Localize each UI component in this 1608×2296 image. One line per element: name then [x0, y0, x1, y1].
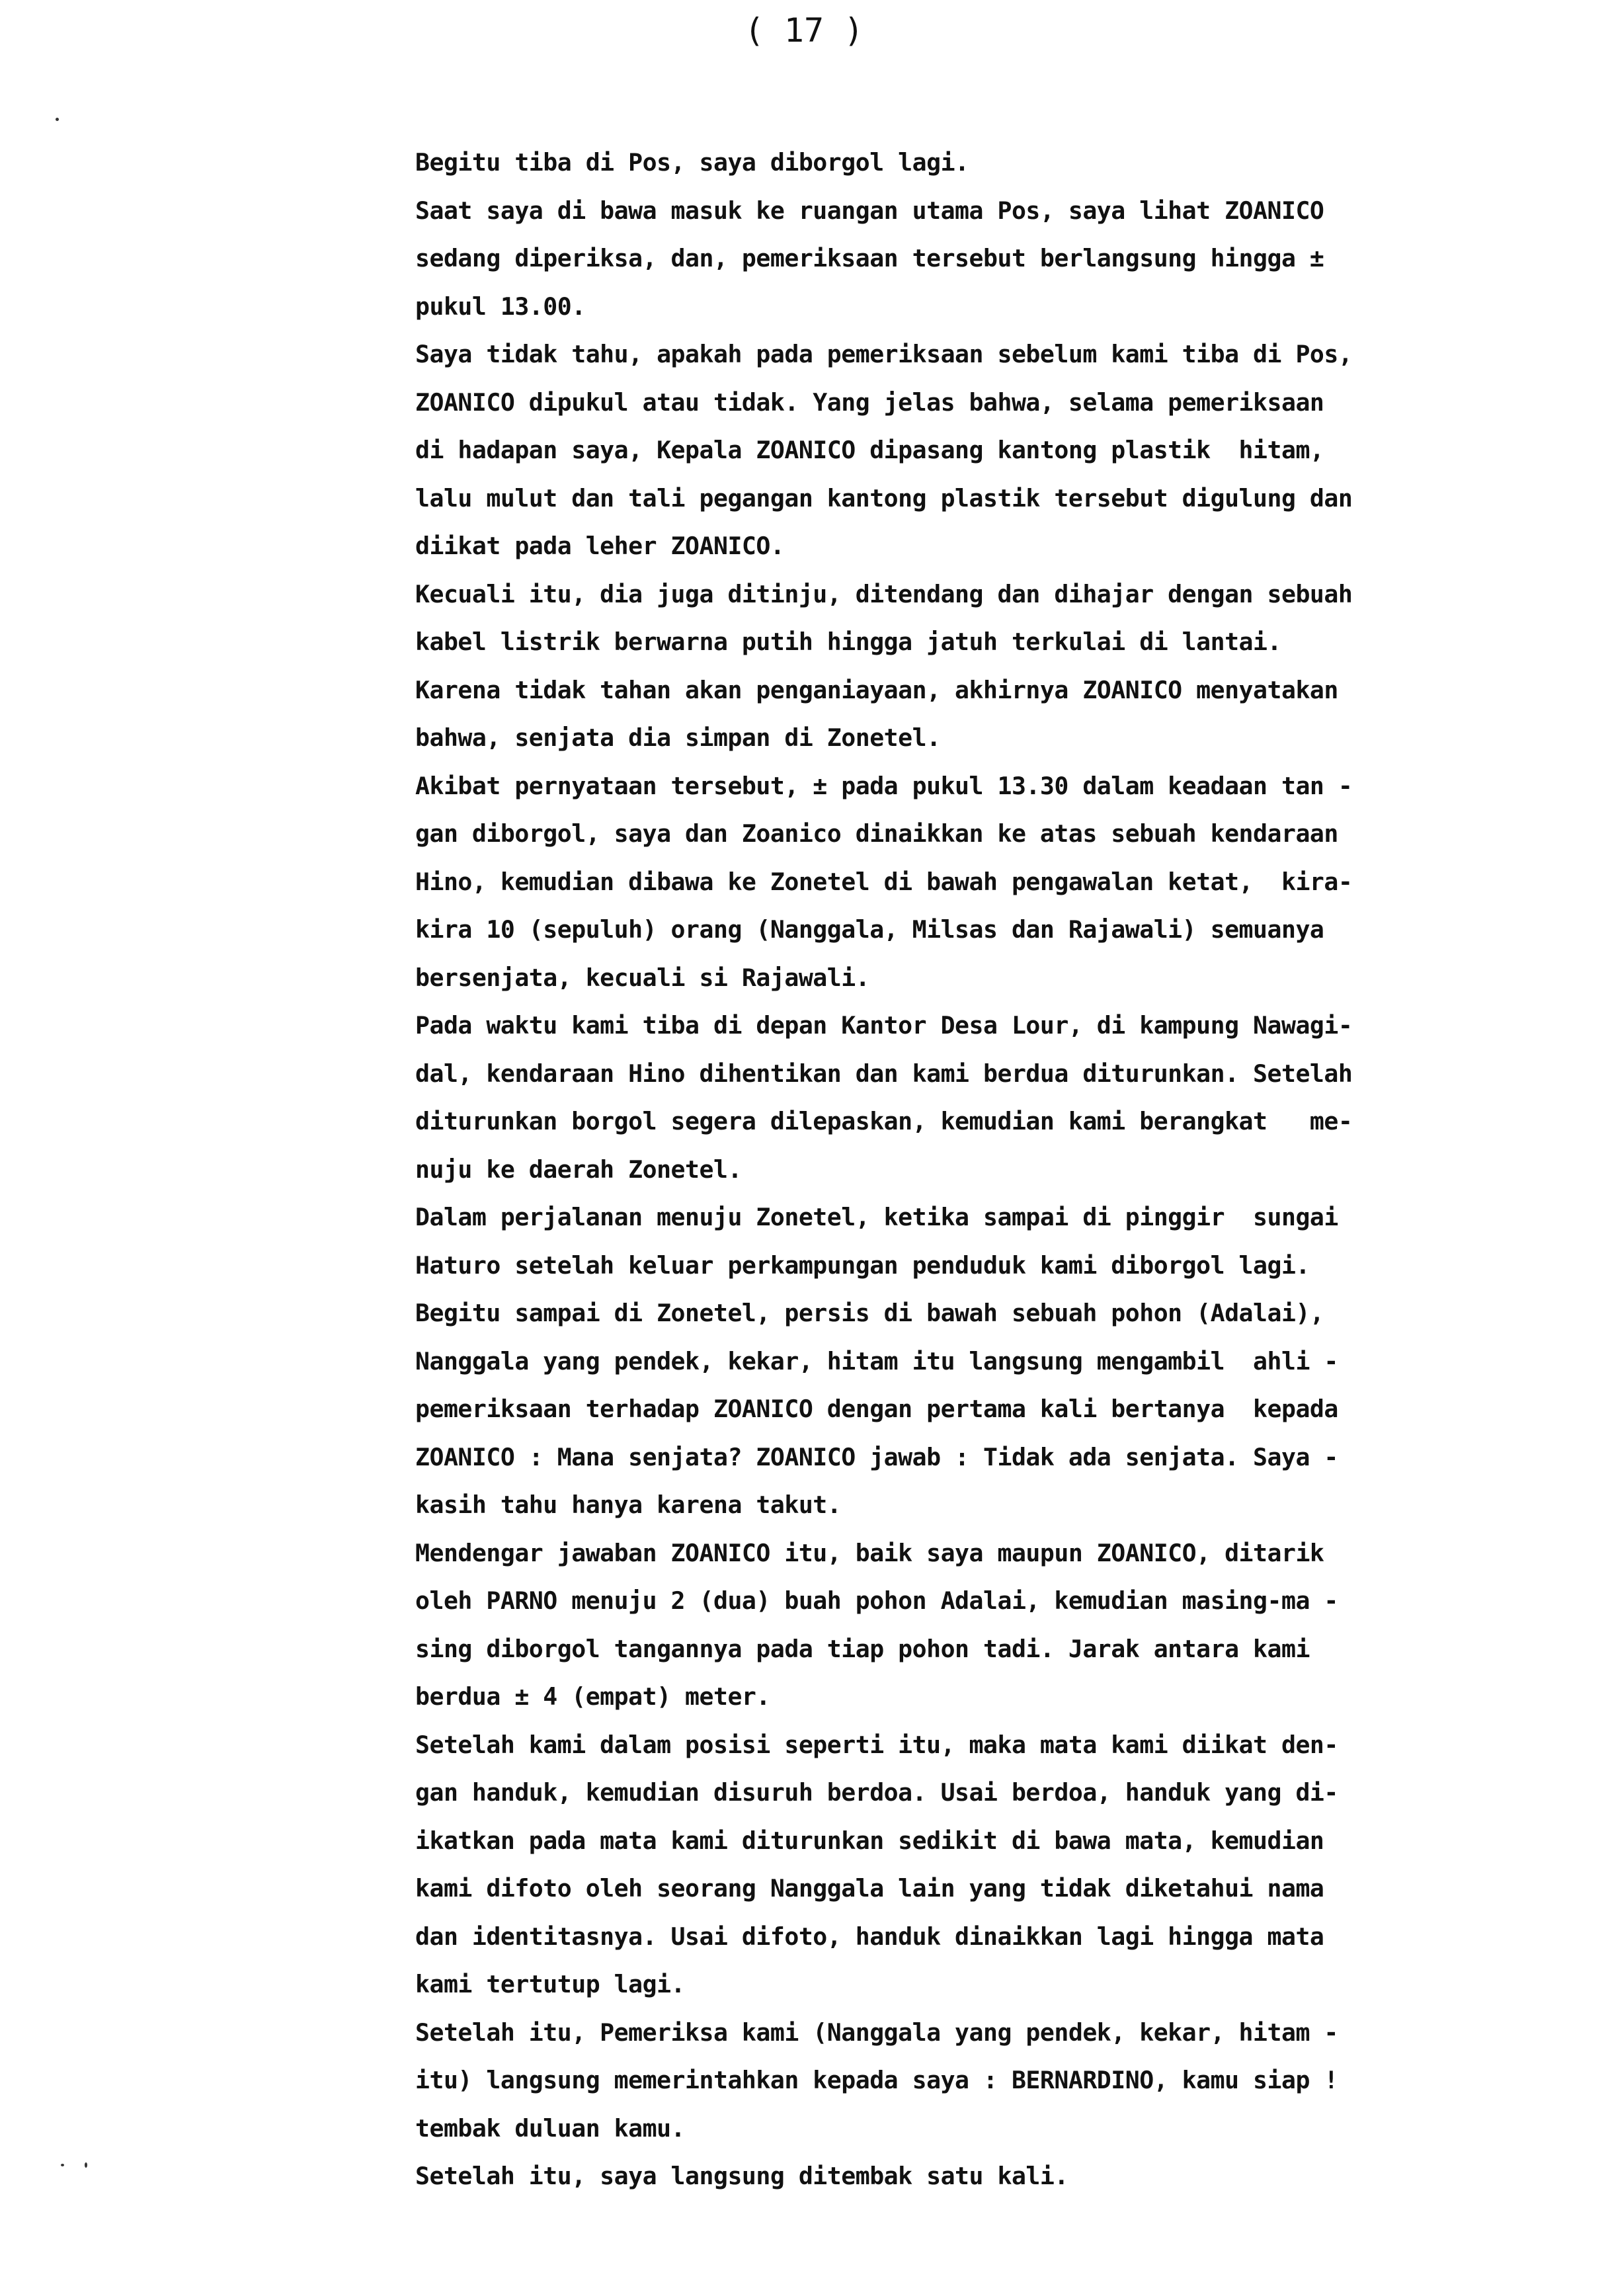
text-line: kabel listrik berwarna putih hingga jatuh terkulai di lantai. — [415, 628, 1281, 656]
text-line: bahwa, senjata dia simpan di Zonetel. — [415, 723, 941, 752]
text-line: Saya tidak tahu, apakah pada pemeriksaan sebelum kami tiba di Pos, — [415, 340, 1353, 368]
text-line: berdua ± 4 (empat) meter. — [415, 1682, 770, 1711]
text-line: ZOANICO dipukul atau tidak. Yang jelas bahwa, selama pemeriksaan — [415, 388, 1324, 417]
text-line: Akibat pernyataan tersebut, ± pada pukul 13.30 dalam keadaan tan - — [415, 771, 1353, 800]
text-line: diturunkan borgol segera dilepaskan, kemudian kami berangkat me- — [415, 1107, 1353, 1135]
text-line: sedang diperiksa, dan, pemeriksaan tersebut berlangsung hingga ± — [415, 244, 1324, 272]
text-line: oleh PARNO menuju 2 (dua) buah pohon Adalai, kemudian masing-ma - — [415, 1586, 1338, 1615]
text-line: bersenjata, kecuali si Rajawali. — [415, 963, 870, 992]
text-line: tembak duluan kamu. — [415, 2113, 686, 2143]
text-line: ikatkan pada mata kami diturunkan sedikit di bawa mata, kemudian — [415, 1826, 1324, 1855]
text-line: pukul 13.00. — [415, 292, 586, 321]
text-line: di hadapan saya, Kepala ZOANICO dipasang kantong plastik hitam, — [415, 436, 1324, 464]
text-line: ZOANICO : Mana senjata? ZOANICO jawab : Tidak ada senjata. Saya - — [415, 1442, 1338, 1471]
text-line: Kecuali itu, dia juga ditinju, ditendang dan dihajar dengan sebuah — [415, 579, 1353, 608]
text-line: Setelah kami dalam posisi seperti itu, maka mata kami diikat den- — [415, 1730, 1338, 1759]
text-line: kami difoto oleh seorang Nanggala lain yang tidak diketahui nama — [415, 1874, 1324, 1903]
text-line: Setelah itu, saya langsung ditembak satu kali. — [415, 2162, 1068, 2190]
text-line: pemeriksaan terhadap ZOANICO dengan pertama kali bertanya kepada — [415, 1395, 1338, 1423]
text-line: nuju ke daerah Zonetel. — [415, 1155, 742, 1184]
text-line: dan identitasnya. Usai difoto, handuk dinaikkan lagi hingga mata — [415, 1922, 1324, 1951]
scan-speck — [61, 2164, 64, 2166]
text-line: Mendengar jawaban ZOANICO itu, baik saya maupun ZOANICO, ditarik — [415, 1538, 1324, 1567]
text-line: itu) langsung memerintahkan kepada saya : BERNARDINO, kamu siap ! — [415, 2066, 1338, 2094]
text-line: Begitu tiba di Pos, saya diborgol lagi. — [415, 148, 969, 177]
text-line: lalu mulut dan tali pegangan kantong plastik tersebut digulung dan — [415, 483, 1353, 512]
text-line: dal, kendaraan Hino dihentikan dan kami berdua diturunkan. Setelah — [415, 1059, 1353, 1088]
text-line: kasih tahu hanya karena takut. — [415, 1491, 842, 1519]
text-line: Karena tidak tahan akan penganiayaan, akhirnya ZOANICO menyatakan — [415, 675, 1338, 704]
text-line: gan diborgol, saya dan Zoanico dinaikkan ke atas sebuah kendaraan — [415, 819, 1338, 848]
text-line: kami tertutup lagi. — [415, 1970, 686, 1998]
text-line: Pada waktu kami tiba di depan Kantor Desa Lour, di kampung Nawagi- — [415, 1011, 1353, 1040]
body-text — [415, 139, 1526, 2201]
text-line: Begitu sampai di Zonetel, persis di bawah sebuah pohon (Adalai), — [415, 1299, 1324, 1327]
page-number: ( 17 ) — [744, 11, 864, 50]
text-line: Saat saya di bawa masuk ke ruangan utama Pos, saya lihat ZOANICO — [415, 196, 1324, 225]
text-line: Setelah itu, Pemeriksa kami (Nanggala yang pendek, kekar, hitam - — [415, 2018, 1338, 2047]
text-line: Haturo setelah keluar perkampungan penduduk kami diborgol lagi. — [415, 1250, 1310, 1280]
scan-speck — [56, 118, 59, 121]
text-line: diikat pada leher ZOANICO. — [415, 532, 785, 560]
text-line: Hino, kemudian dibawa ke Zonetel di bawah pengawalan ketat, kira- — [415, 867, 1353, 896]
text-line: Nanggala yang pendek, kekar, hitam itu langsung mengambil ahli - — [415, 1346, 1338, 1375]
text-line: gan handuk, kemudian disuruh berdoa. Usai berdoa, handuk yang di- — [415, 1778, 1338, 1807]
text-line: kira 10 (sepuluh) orang (Nanggala, Milsas dan Rajawali) semuanya — [415, 915, 1324, 944]
scan-speck — [85, 2162, 87, 2168]
text-line: Dalam perjalanan menuju Zonetel, ketika sampai di pinggir sungai — [415, 1203, 1338, 1231]
text-line: sing diborgol tangannya pada tiap pohon tadi. Jarak antara kami — [415, 1634, 1310, 1663]
